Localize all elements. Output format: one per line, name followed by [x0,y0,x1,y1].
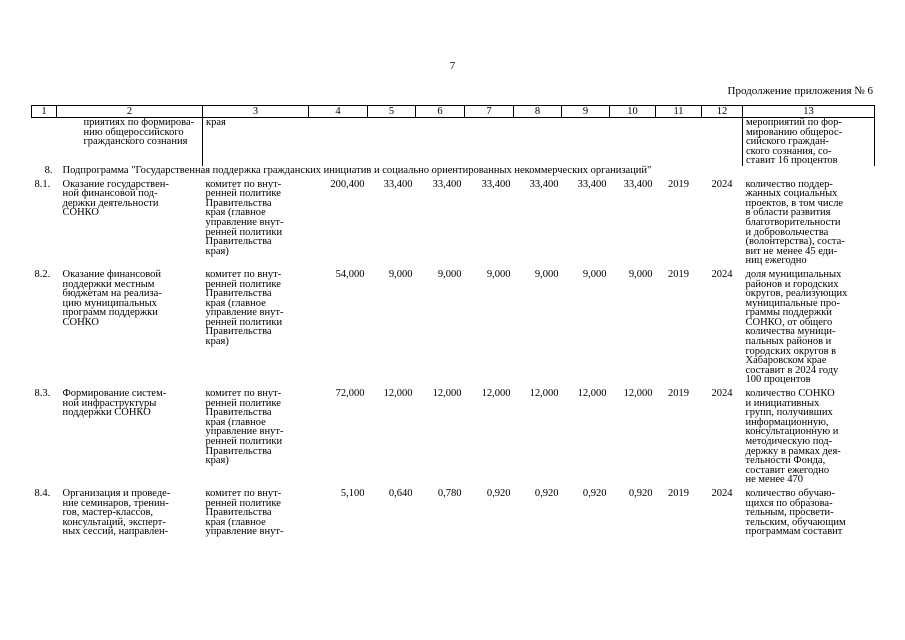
funding-total: 200,400 [330,178,365,190]
column-number: 4 [309,106,368,118]
carryover-row [32,118,875,166]
funding-year: 12,000 [623,388,653,400]
funding-year: 9,000 [628,268,653,280]
funding-total: 5,100 [340,487,365,499]
column-number: 3 [203,106,309,118]
subprogram-title: Подпрограмма "Государственная поддержка гражданских инициатив и социально ориентированных некоммерческих организаций" [62,164,652,176]
subprogram-row [32,166,875,176]
funding-year: 33,400 [577,178,607,190]
end-year: 2024 [711,487,733,499]
funding-year: 33,400 [432,178,462,190]
target-indicator: количество поддер- жанных социальных проектов, в том числе в области развития благотворительности и добровольчества (волонтерства), соста- вит не менее 45 еди- ниц ежегодно [745,178,845,267]
funding-year: 0,920 [486,487,511,499]
funding-year: 0,780 [437,487,462,499]
funding-year: 33,400 [383,178,413,190]
funding-year: 33,400 [623,178,653,190]
row-index: 8.3. [34,388,51,400]
executor: комитет по внут- ренней политике Правительства края (главное управление внут- ренней политики Правительства края) [205,388,284,467]
funding-year: 9,000 [582,268,607,280]
column-number: 12 [702,106,743,118]
column-number: 10 [610,106,656,118]
end-year: 2024 [711,268,733,280]
column-number: 8 [514,106,562,118]
target-indicator: мероприятий по фор- мированию общерос- сийского граждан- ского сознания, со- ставит 16 процентов [743,118,875,166]
end-year: 2024 [711,178,733,190]
funding-year: 0,920 [628,487,653,499]
start-year: 2019 [668,268,689,280]
funding-year: 9,000 [388,268,413,280]
funding-year: 33,400 [481,178,511,190]
row-index: 8.4. [34,487,51,499]
page-number: 7 [449,60,456,72]
measure-name: Формирование систем- ной инфраструктуры поддержки СОНКО [62,388,167,419]
funding-year: 9,000 [534,268,559,280]
table-row [32,176,875,266]
column-number: 6 [416,106,465,118]
funding-year: 0,920 [534,487,559,499]
column-number: 13 [743,106,875,118]
subprogram-index: 8. [44,164,53,176]
executor: комитет по внут- ренней политике Правительства края (главное управление внут- [205,487,284,538]
table-row [32,266,875,385]
column-number: 2 [57,106,203,118]
funding-year: 12,000 [383,388,413,400]
column-number: 11 [656,106,702,118]
funding-year: 9,000 [437,268,462,280]
start-year: 2019 [668,487,689,499]
target-indicator: количество обучаю- щихся по образова- тельным, просвети- тельским, обучающим программам составит [745,487,846,538]
target-indicator: доля муниципальных районов и городских округов, реализующих муниципальные про- граммы поддержки СОНКО, от общего количества муници- пальных районов и городских округов в Хабаровском крае составит в 2024 году 100 процентов [745,268,848,386]
table-row [32,485,875,537]
funding-year: 12,000 [529,388,559,400]
executor: края [206,117,226,128]
program-measures-table [31,105,875,537]
appendix-continuation-label: Продолжение приложения № 6 [727,85,873,97]
start-year: 2019 [668,178,689,190]
column-number: 7 [465,106,514,118]
column-number: 9 [562,106,610,118]
funding-year: 0,920 [582,487,607,499]
column-number: 5 [368,106,416,118]
column-number: 1 [32,106,57,118]
column-number-header-row [32,106,875,118]
measure-name: Организация и проведе- ние семинаров, тренин- гов, мастер-классов, консультаций, эксперт- ных сессий, направлен- [62,487,171,538]
funding-year: 33,400 [529,178,559,190]
row-index: 8.1. [34,178,51,190]
funding-year: 12,000 [481,388,511,400]
end-year: 2024 [711,388,733,400]
measure-name: приятиях по формирова- нию общероссийского гражданского сознания [57,118,203,166]
measure-name: Оказание финансовой поддержки местным бюджетам на реализа- цию муниципальных программ поддержки СОНКО [62,268,162,328]
funding-year: 12,000 [577,388,607,400]
executor: комитет по внут- ренней политике Правительства края (главное управление внут- ренней политики Правительства края) [205,268,284,348]
table-row [32,385,875,485]
start-year: 2019 [668,388,689,400]
target-indicator: количество СОНКО и инициативных групп, получивших информационную, консультационную и методическую под- держку в рамках дея- тельности Фонда, составит ежегодно не менее 470 [745,388,841,486]
funding-total: 72,000 [335,388,365,400]
row-index: 8.2. [34,268,51,280]
funding-year: 9,000 [486,268,511,280]
funding-total: 54,000 [335,268,365,280]
measure-name: Оказание государствен- ной финансовой под- держки деятельности СОНКО [62,178,169,219]
funding-year: 12,000 [432,388,462,400]
executor: комитет по внут- ренней политике Правительства края (главное управление внут- ренней политики Правительства края) [205,178,284,257]
row-index [32,118,57,166]
funding-year: 0,640 [388,487,413,499]
